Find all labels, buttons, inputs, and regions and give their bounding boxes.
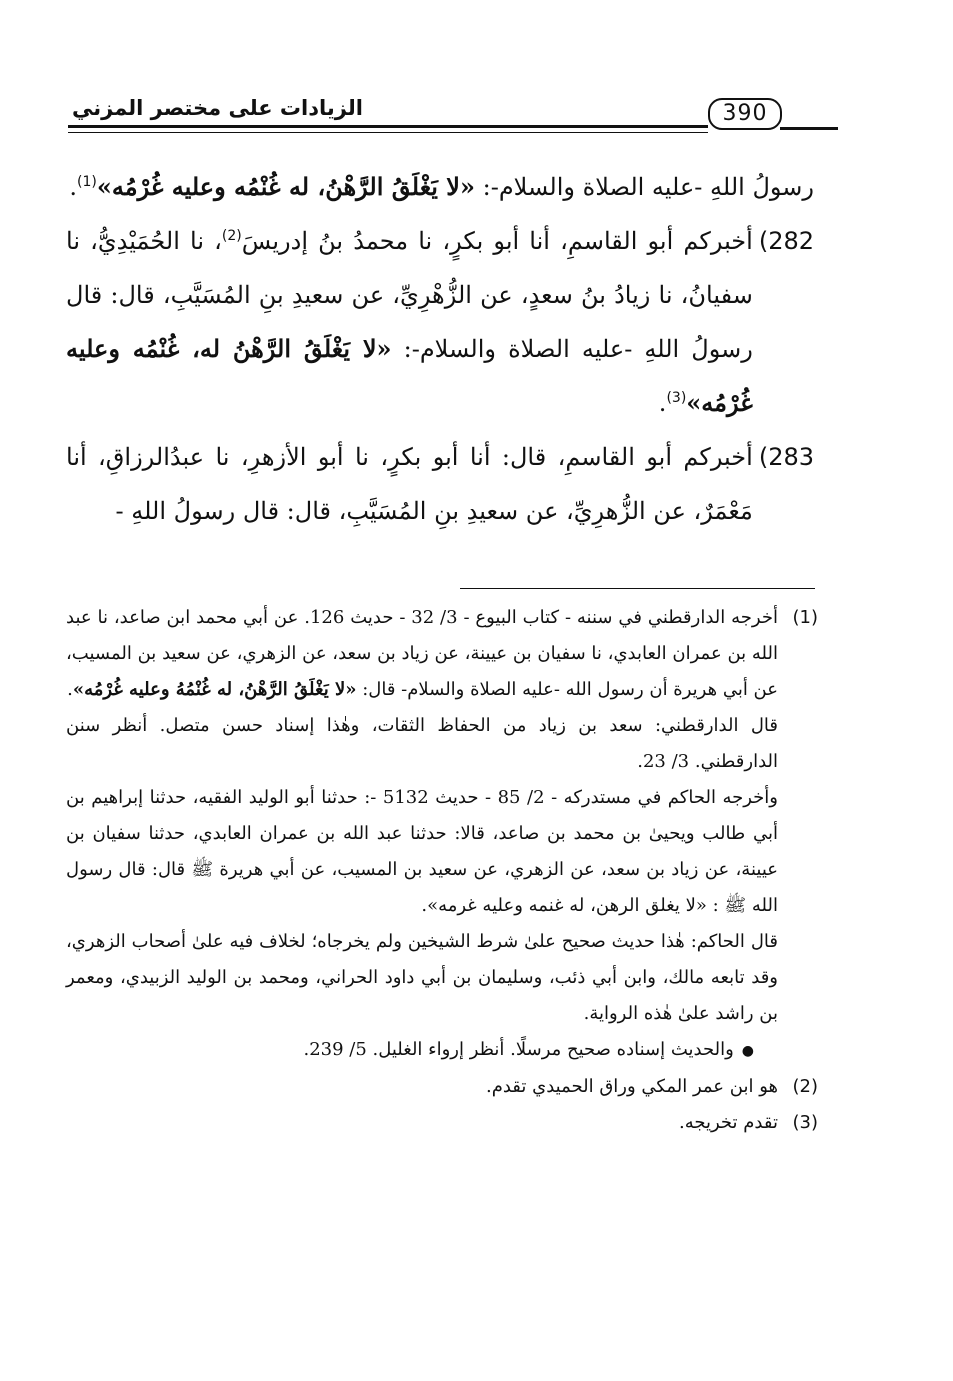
page-number-badge: 390 xyxy=(708,98,782,130)
hadith-number: 283) xyxy=(758,443,814,471)
header-rule-thin xyxy=(68,132,708,133)
header-rule-right xyxy=(780,127,838,130)
footnote-text xyxy=(66,600,778,1069)
footnotes xyxy=(66,600,818,1141)
isnad-text: أخبركم أبو القاسمِ، قال: أنا أبو بكرٍ، نا أبو الأزهرِ، نا عبدُالرزاقِ، أنا مَعْمَرٌ، عن الزُّهرِيِّ، عن سعيدِ بنِ المُسَيَّبِ، قال: قال رسولُ اللهِ - xyxy=(66,443,753,525)
header-rule-thick xyxy=(68,125,708,128)
hadith-quote: «لا يَغْلَقُ الرَّهْنُ له، غُنْمُه وعليه غُرْمُه» xyxy=(66,334,753,417)
footnote-3 xyxy=(66,1105,818,1141)
bullet-icon: ● xyxy=(741,1043,754,1059)
hadith-number: 282) xyxy=(758,227,814,255)
footnote-ref: (1) xyxy=(77,174,97,190)
hadith-body xyxy=(66,214,753,430)
footnote-1 xyxy=(66,600,818,1069)
hadith-quote: «لا يَغْلَقُ الرَّهْنُ، له غُنْمُهُ وعليه غُرْمُه» xyxy=(72,679,357,700)
footnote-2 xyxy=(66,1069,818,1105)
continuation-paragraph xyxy=(66,160,814,214)
running-title: الزيادات على مختصر المزني xyxy=(72,96,363,120)
footnote-paragraph: وأخرجه الحاكم في مستدركه - 2/ 85 - حديث 5132 -: حدثنا أبو الوليد الفقيه، حدثنا إبراهيم بن أبي طالب ويحيىٰ بن محمد بن صاعد، قالا: حدثنا عبد الله بن عمران العابدي، حدثنا سفيان بن عيينة، عن زياد بن سعد، عن الزهري، عن سعيد بن المسيب، عن أبي هريرة ﷺ قال: قال رسول الله ﷺ : «لا يغلق الرهن، له غنمه وعليه غرمه». xyxy=(66,787,778,916)
hadith-283 xyxy=(66,430,814,538)
footnote-ref: (2) xyxy=(221,228,242,244)
main-text xyxy=(66,160,814,538)
footnote-paragraph xyxy=(66,600,778,708)
footnote-bullet-paragraph xyxy=(66,1032,778,1069)
footnote-number: (3) xyxy=(792,1112,818,1133)
period: . xyxy=(67,679,73,700)
footnote-paragraph: قال الدارقطني: سعد بن زياد من الحفاظ الثقات، وهٰذا إسناد حسن متصل. أنظر سنن الدارقطني. 3/ 23. xyxy=(66,715,778,772)
hadith-body xyxy=(66,430,753,538)
page-header xyxy=(60,92,820,142)
footnote-number: (2) xyxy=(792,1076,818,1097)
hadith-quote: «لا يَغْلَقُ الرَّهْنُ، له غُنْمُه وعليه غُرْمُه» xyxy=(96,172,475,201)
footnote-separator xyxy=(460,588,815,589)
isnad-text: أخبركم أبو القاسمِ، أنا أبو بكرٍ، نا محمدُ بنُ إدريسَ xyxy=(241,227,753,255)
footnote-ref: (3) xyxy=(666,390,687,406)
isnad-text-continued: ، نا الحُمَيْدِيُّ، نا سفيانُ، نا زيادُ بنُ سعدٍ، عن الزُّهْرِيِّ، عن سعيدِ بنِ المُسَيَّبِ، قال: قال رسولُ اللهِ -عليه الصلاة والسلام-: xyxy=(66,227,753,363)
footnote-paragraph: قال الحاكم: هٰذا حديث صحيح علىٰ شرط الشيخين ولم يخرجاه؛ لخلاف فيه علىٰ أصحاب الزهري، وقد تابعه مالك، وابن أبي ذئب، وسليمان بن أبي داود الحراني، ومحمد بن الوليد الزبيدي، ومعمر بن راشد علىٰ هٰذه الرواية. xyxy=(66,931,778,1024)
footnote-number: (1) xyxy=(792,607,818,628)
footnote-text: تقدم تخريجه. xyxy=(679,1112,778,1133)
period: . xyxy=(658,389,667,417)
period: . xyxy=(69,173,77,201)
continuation-text: رسولُ اللهِ -عليه الصلاة والسلام-: xyxy=(475,173,814,201)
hadith-282 xyxy=(66,214,814,430)
footnote-sentence: والحديث إسناده صحيح مرسلًا. أنظر إرواء الغليل. 5/ 239. xyxy=(303,1039,734,1060)
footnote-text: هو ابن عمر المكي وراق الحميدي تقدم. xyxy=(485,1076,778,1097)
footnote-sentence: أخرجه الدارقطني في سننه - كتاب البيوع - 3/ 32 - حديث 126. عن أبي محمد ابن صاعد، نا عبد الله بن عمران العابدي، نا سفيان بن عيينة، عن زياد بن سعد، عن الزهري، عن سعيد بن المسيب، عن أبي هريرة أن رسول الله -عليه الصلاة والسلام- قال: xyxy=(66,607,778,700)
